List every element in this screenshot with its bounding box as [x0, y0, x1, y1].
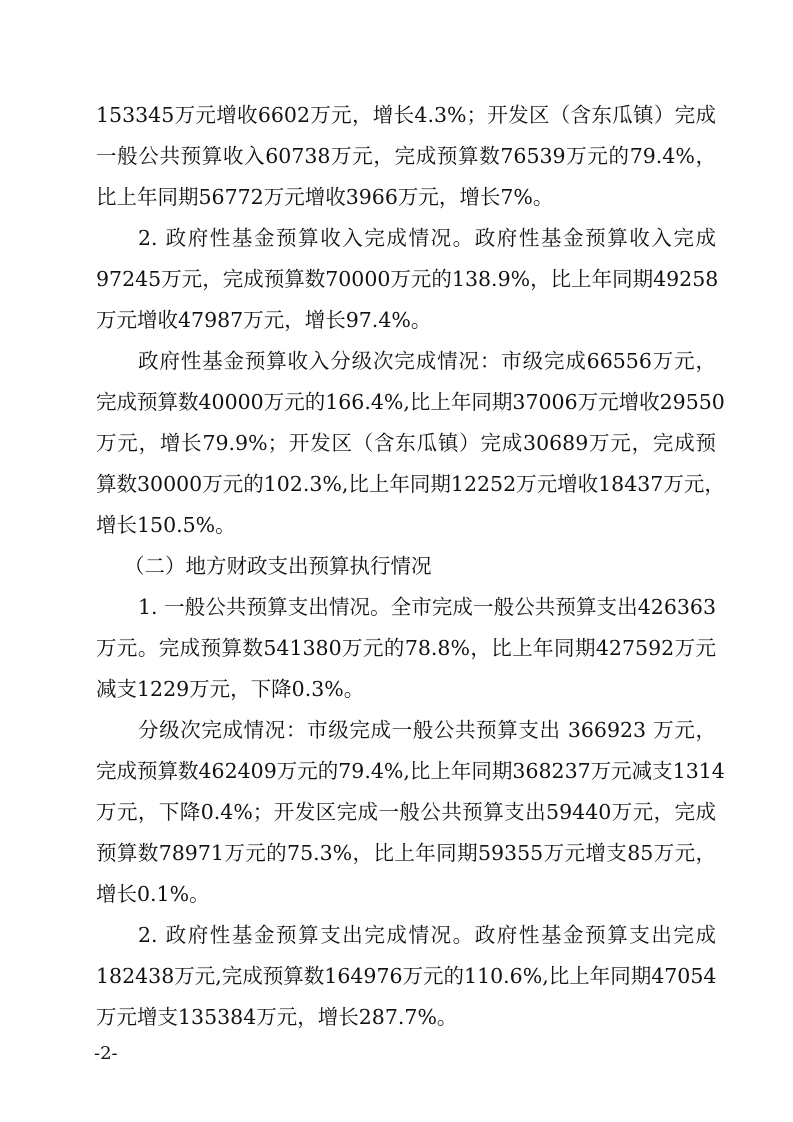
paragraph-line: 万元，下降0.4%；开发区完成一般公共预算支出59440万元，完成	[96, 800, 716, 824]
paragraph-line: 减支1229万元，下降0.3%。	[96, 677, 365, 701]
paragraph-line: 万元，增长79.9%；开发区（含东瓜镇）完成30689万元，完成预	[96, 431, 716, 455]
paragraph-line: 增长150.5%。	[96, 513, 236, 537]
paragraph-line: 2. 政府性基金预算收入完成情况。政府性基金预算收入完成	[138, 226, 716, 250]
paragraph-line: 政府性基金预算收入分级次完成情况：市级完成66556万元，	[138, 349, 716, 373]
paragraph-line: 182438万元,完成预算数164976万元的110.6%,比上年同期47054	[96, 964, 717, 988]
paragraph-line: 比上年同期56772万元增收3966万元，增长7%。	[96, 185, 554, 209]
page-number: -2-	[94, 1043, 118, 1064]
paragraph-line: 完成预算数40000万元的166.4%,比上年同期37006万元增收29550	[96, 390, 725, 414]
paragraph-line: 万元增收47987万元，增长97.4%。	[96, 308, 432, 332]
paragraph-line: 增长0.1%。	[96, 882, 210, 906]
paragraph-line: 153345万元增收6602万元，增长4.3%；开发区（含东瓜镇）完成	[96, 103, 716, 127]
paragraph-line: 分级次完成情况：市级完成一般公共预算支出 366923 万元，	[138, 718, 716, 742]
paragraph-line: 97245万元，完成预算数70000万元的138.9%，比上年同期49258	[96, 267, 719, 291]
paragraph-line: 一般公共预算收入60738万元，完成预算数76539万元的79.4%，	[96, 144, 716, 168]
section-heading: （二）地方财政支出预算执行情况	[124, 554, 432, 578]
paragraph-line: 算数30000万元的102.3%,比上年同期12252万元增收18437万元，	[96, 472, 725, 496]
paragraph-line: 预算数78971万元的75.3%，比上年同期59355万元增支85万元，	[96, 841, 716, 865]
paragraph-line: 万元。完成预算数541380万元的78.8%，比上年同期427592万元	[96, 636, 716, 660]
paragraph-line: 万元增支135384万元，增长287.7%。	[96, 1005, 458, 1029]
paragraph-line: 2. 政府性基金预算支出完成情况。政府性基金预算支出完成	[138, 923, 716, 947]
paragraph-line: 1. 一般公共预算支出情况。全市完成一般公共预算支出426363	[138, 595, 716, 619]
paragraph-line: 完成预算数462409万元的79.4%,比上年同期368237万元减支1314	[96, 759, 725, 783]
